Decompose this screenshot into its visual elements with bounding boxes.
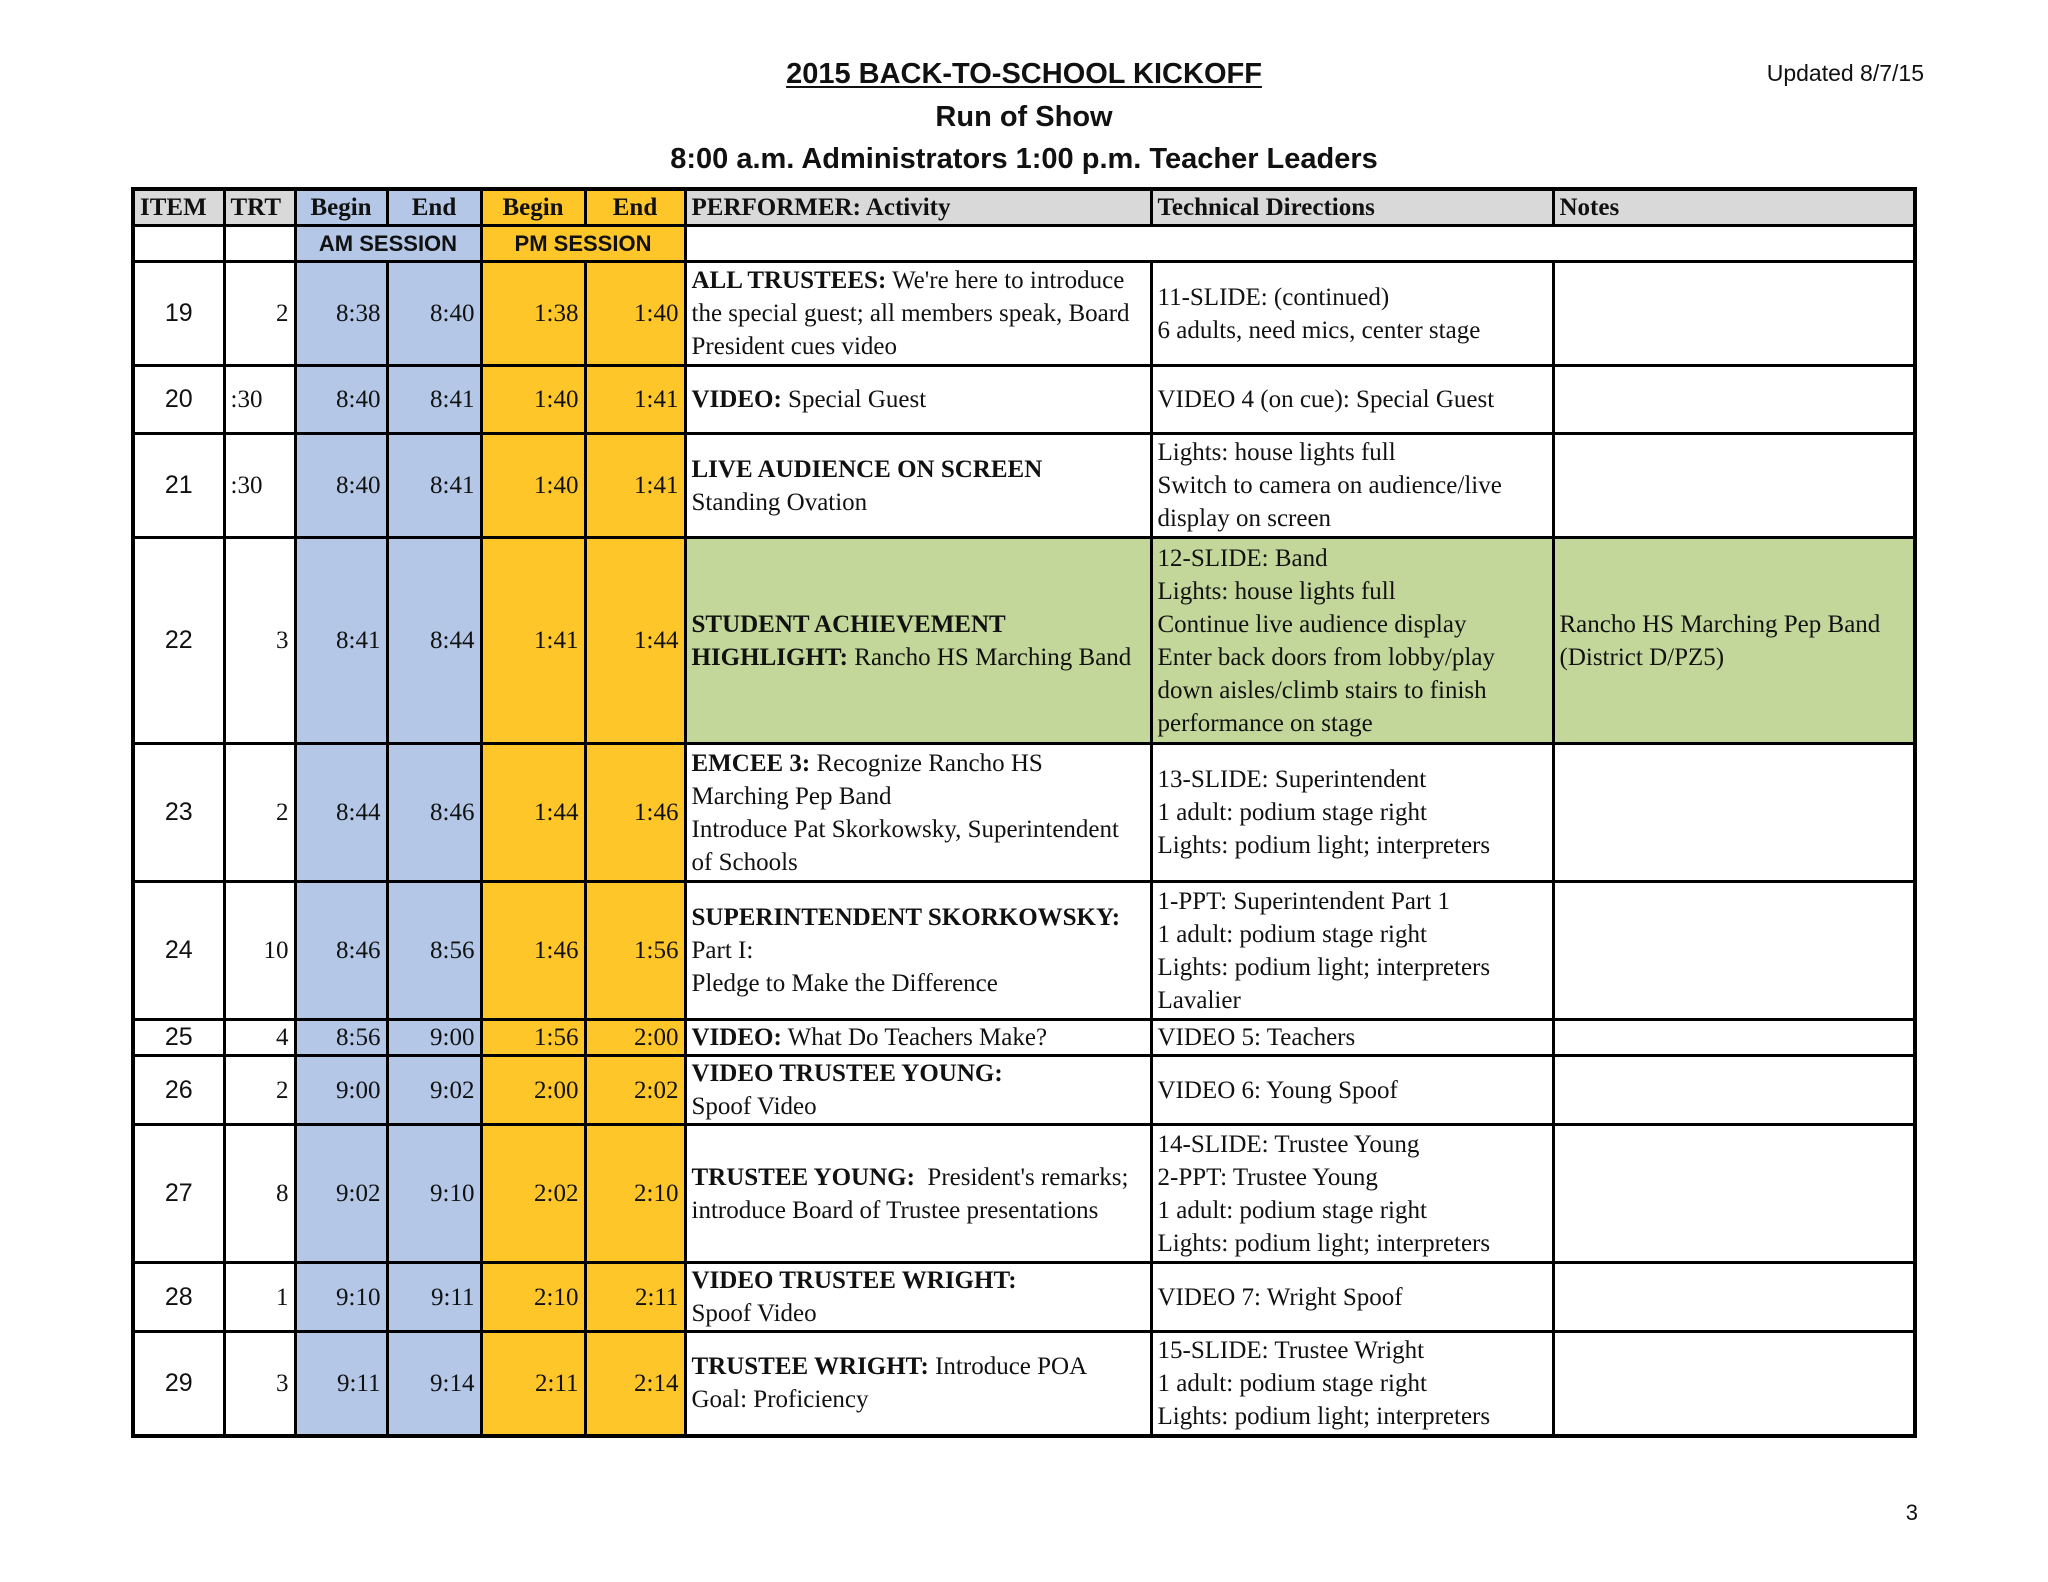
am-begin-time: 9:00 [295,1056,387,1125]
technical-line: Lights: podium light; interpreters [1157,832,1491,859]
technical-cell [1151,744,1553,882]
page-number: 3 [1905,1500,1918,1525]
col-am-begin: Begin [295,189,387,226]
activity-cell [685,1020,1151,1056]
am-session-label: AM SESSION [295,226,481,262]
performer-name: VIDEO: [691,386,782,413]
pm-end-time: 1:40 [585,262,685,366]
technical-line: Switch to camera on audience/live display on screen [1157,472,1502,532]
am-end-time: 8:44 [387,538,481,744]
activity-text: We're here to introduce the special guest; all members speak, Board President cues video [691,267,1136,360]
am-begin-time: 8:38 [295,262,387,366]
technical-line: Lights: podium light; interpreters [1157,1229,1491,1257]
item-number: 25 [133,1020,224,1056]
technical-cell [1151,366,1553,434]
technical-cell [1151,882,1553,1020]
col-pm-begin: Begin [481,189,585,226]
table-row [133,434,1915,538]
pm-begin-time: 2:11 [481,1332,585,1436]
am-begin-time: 8:56 [295,1020,387,1056]
item-number: 21 [133,434,224,538]
trt-value: 2 [224,744,295,882]
am-end-time: 8:46 [387,744,481,882]
activity-text: Recognize Rancho HS Marching Pep Band [691,749,1050,810]
pm-end-time: 1:41 [585,434,685,538]
document-subtitle: Run of Show [935,101,1113,133]
trt-value: 3 [224,538,295,744]
table-row [133,1125,1915,1263]
am-end-time: 8:56 [387,882,481,1020]
technical-line: Lights: house lights full [1157,577,1396,605]
technical-line: 11-SLIDE: (continued) [1157,283,1390,311]
activity-text: Special Guest [781,386,927,413]
technical-cell [1151,262,1553,366]
table-row [133,1056,1915,1125]
item-number: 20 [133,366,224,434]
activity-cell [685,366,1151,434]
document-title: 2015 BACK-TO-SCHOOL KICKOFF [786,58,1262,90]
pm-begin-time: 1:46 [481,882,585,1020]
pm-begin-time: 1:40 [481,434,585,538]
notes-cell [1553,1125,1915,1263]
table-row [133,538,1915,744]
col-am-end: End [387,189,481,226]
activity-cell [685,262,1151,366]
technical-line: VIDEO 4 (on cue): Special Guest [1157,386,1495,413]
am-begin-time: 8:40 [295,366,387,434]
col-notes: Notes [1553,189,1915,226]
activity-text-2: Goal: Proficiency [691,1386,869,1414]
performer-name: ALL TRUSTEES: [691,267,887,294]
technical-line: 1-PPT: Superintendent Part 1 [1157,887,1450,915]
table-row [133,366,1915,434]
am-begin-time: 8:46 [295,882,387,1020]
item-number: 19 [133,262,224,366]
table-row [133,882,1915,1020]
item-number: 26 [133,1056,224,1125]
technical-line: 15-SLIDE: Trustee Wright [1157,1336,1425,1364]
technical-line: 6 adults, need mics, center stage [1157,316,1481,344]
am-end-time: 9:11 [387,1263,481,1332]
performer-name: VIDEO: [691,1024,782,1051]
technical-line: VIDEO 5: Teachers [1157,1024,1356,1051]
trt-value: 2 [224,262,295,366]
pm-begin-time: 2:02 [481,1125,585,1263]
activity-text: Spoof Video [691,1093,817,1120]
notes-cell [1553,744,1915,882]
technical-line: VIDEO 7: Wright Spoof [1157,1283,1403,1311]
technical-line: 14-SLIDE: Trustee Young [1157,1130,1420,1158]
col-pm-end: End [585,189,685,226]
performer-name: SUPERINTENDENT SKORKOWSKY: [691,904,1121,931]
am-begin-time: 9:11 [295,1332,387,1436]
trt-value: 3 [224,1332,295,1436]
pm-end-time: 1:56 [585,882,685,1020]
item-number: 28 [133,1263,224,1332]
am-end-time: 9:00 [387,1020,481,1056]
activity-text: Rancho HS Marching Band [848,643,1132,671]
notes-cell [1553,1263,1915,1332]
performer-name: VIDEO TRUSTEE YOUNG: [691,1060,1003,1087]
am-begin-time: 8:41 [295,538,387,744]
pm-end-time: 2:02 [585,1056,685,1125]
activity-cell [685,538,1151,744]
technical-line: 1 adult: podium stage right [1157,799,1427,826]
notes-cell [1553,1020,1915,1056]
notes-cell [1553,1056,1915,1125]
activity-text: Standing Ovation [691,488,868,516]
trt-value: 2 [224,1056,295,1125]
updated-date: Updated 8/7/15 [1766,60,1924,86]
table-row [133,744,1915,882]
pm-end-time: 2:00 [585,1020,685,1056]
performer-name: STUDENT ACHIEVEMENT HIGHLIGHT: [691,610,1006,671]
technical-cell [1151,1263,1553,1332]
item-number: 27 [133,1125,224,1263]
pm-end-time: 1:44 [585,538,685,744]
technical-line: Lights: house lights full [1157,439,1396,466]
am-end-time: 8:40 [387,262,481,366]
notes-cell [1553,882,1915,1020]
pm-begin-time: 1:41 [481,538,585,744]
technical-line: Lavalier [1157,986,1241,1014]
technical-line: 1 adult: podium stage right [1157,1369,1427,1397]
schedule-rows [133,262,1915,1436]
pm-begin-time: 1:40 [481,366,585,434]
notes-cell [1553,262,1915,366]
technical-line: VIDEO 6: Young Spoof [1157,1076,1398,1104]
performer-name: TRUSTEE WRIGHT: [691,1353,929,1381]
pm-begin-time: 2:10 [481,1263,585,1332]
activity-cell [685,434,1151,538]
activity-text: Introduce POA [928,1353,1088,1381]
am-end-time: 8:41 [387,366,481,434]
technical-cell [1151,1020,1553,1056]
col-activity: PERFORMER: Activity [685,189,1151,226]
technical-line: 1 adult: podium stage right [1157,920,1427,948]
activity-cell [685,1263,1151,1332]
col-technical: Technical Directions [1151,189,1553,226]
am-end-time: 9:14 [387,1332,481,1436]
column-header-row [133,189,1915,226]
am-begin-time: 8:40 [295,434,387,538]
am-begin-time: 9:10 [295,1263,387,1332]
activity-cell [685,1125,1151,1263]
technical-line: Lights: podium light; interpreters [1157,1402,1491,1430]
trt-value: :30 [224,366,295,434]
pm-begin-time: 1:56 [481,1020,585,1056]
activity-text-2: Pledge to Make the Difference [691,970,998,997]
technical-line: Continue live audience display [1157,610,1467,638]
technical-line: 2-PPT: Trustee Young [1157,1163,1378,1191]
pm-end-time: 1:46 [585,744,685,882]
trt-value: 8 [224,1125,295,1263]
technical-cell [1151,1332,1553,1436]
performer-name: VIDEO TRUSTEE WRIGHT: [691,1267,1017,1294]
item-number: 23 [133,744,224,882]
technical-line: Enter back doors from lobby/play down aisles/climb stairs to finish performance on stage [1157,643,1495,737]
table-row [133,1263,1915,1332]
am-end-time: 9:02 [387,1056,481,1125]
trt-value: 4 [224,1020,295,1056]
activity-text: Spoof Video [691,1300,817,1327]
performer-name: EMCEE 3: [691,749,811,777]
technical-cell [1151,1056,1553,1125]
item-number: 22 [133,538,224,744]
am-begin-time: 8:44 [295,744,387,882]
technical-line: Lights: podium light; interpreters [1157,953,1491,981]
technical-cell [1151,538,1553,744]
pm-begin-time: 2:00 [481,1056,585,1125]
pm-end-time: 2:14 [585,1332,685,1436]
notes-cell [1553,1332,1915,1436]
activity-cell [685,744,1151,882]
activity-text: What Do Teachers Make? [781,1024,1048,1051]
table-row [133,1332,1915,1436]
pm-end-time: 2:11 [585,1263,685,1332]
pm-session-label: PM SESSION [481,226,685,262]
trt-value: 10 [224,882,295,1020]
col-item: ITEM [133,189,224,226]
activity-cell [685,882,1151,1020]
pm-end-time: 1:41 [585,366,685,434]
pm-begin-time: 1:38 [481,262,585,366]
trt-value: 1 [224,1263,295,1332]
session-times: 8:00 a.m. Administrators 1:00 p.m. Teacher Leaders [670,143,1378,175]
activity-cell [685,1332,1151,1436]
session-header-row [133,226,1915,262]
technical-cell [1151,1125,1553,1263]
am-begin-time: 9:02 [295,1125,387,1263]
technical-cell [1151,434,1553,538]
technical-line: 13-SLIDE: Superintendent [1157,766,1427,793]
activity-text-2: Introduce Pat Skorkowsky, Superintendent of Schools [691,815,1119,876]
notes-cell: Rancho HS Marching Pep Band (District D/PZ5) [1553,538,1915,744]
notes-cell [1553,366,1915,434]
performer-name: LIVE AUDIENCE ON SCREEN [691,455,1043,483]
trt-value: :30 [224,434,295,538]
performer-name: TRUSTEE YOUNG: [691,1163,915,1191]
col-trt: TRT [224,189,295,226]
table-row [133,262,1915,366]
am-end-time: 8:41 [387,434,481,538]
notes-cell [1553,434,1915,538]
run-of-show-table [131,187,1917,1438]
item-number: 29 [133,1332,224,1436]
activity-text: President's remarks; introduce Board of Trustee presentations [691,1163,1135,1224]
am-end-time: 9:10 [387,1125,481,1263]
pm-end-time: 2:10 [585,1125,685,1263]
activity-cell [685,1056,1151,1125]
activity-text: Part I: [691,937,754,964]
table-row [133,1020,1915,1056]
technical-line: 1 adult: podium stage right [1157,1196,1427,1224]
item-number: 24 [133,882,224,1020]
pm-begin-time: 1:44 [481,744,585,882]
technical-line: 12-SLIDE: Band [1157,544,1328,572]
